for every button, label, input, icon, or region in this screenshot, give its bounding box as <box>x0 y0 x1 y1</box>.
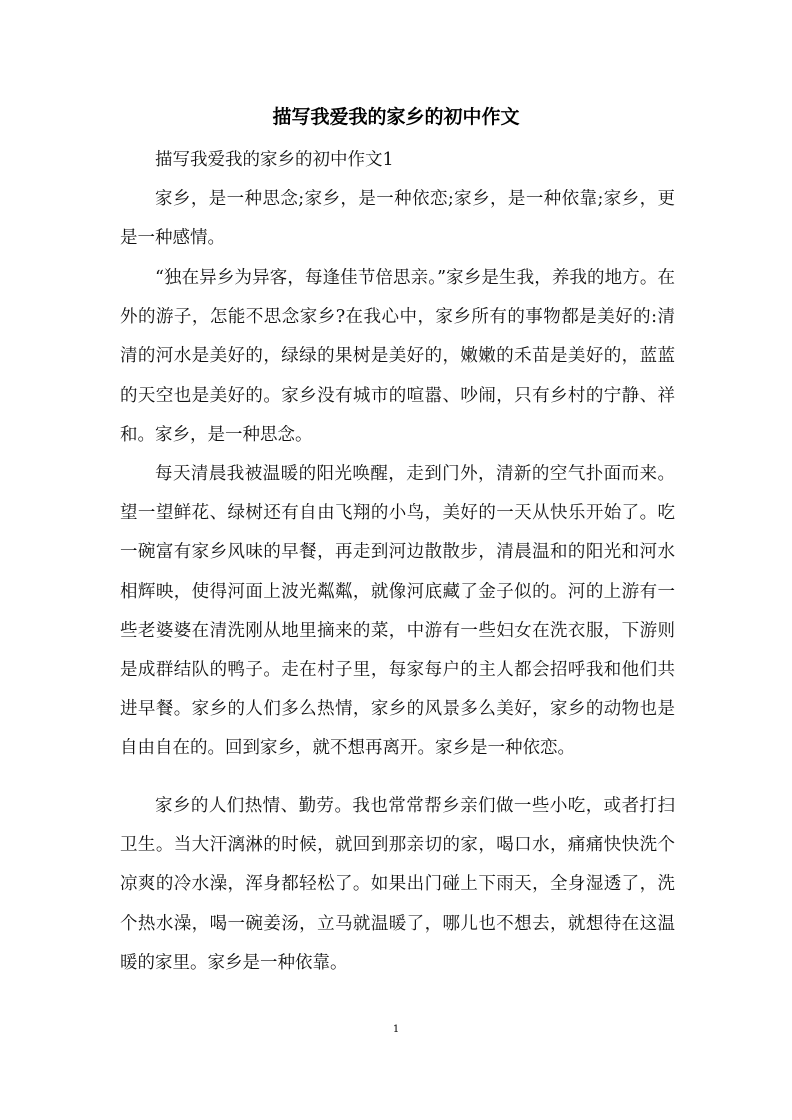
paragraph-2: “独在异乡为异客，每逢佳节倍思亲。”家乡是生我，养我的地方。在外的游子，怎能不思念家乡?在我心中，家乡所有的事物都是美好的:清清的河水是美好的，绿绿的果树是美好的，嫩嫩的禾苗是美好的，蓝蓝的天空也是美好的。家乡没有城市的喧嚣、吵闹，只有乡村的宁静、祥和。家乡，是一种思念。 <box>120 268 675 445</box>
document-title: 描写我爱我的家乡的初中作文 <box>272 106 520 128</box>
essay-subtitle: 描写我爱我的家乡的初中作文1 <box>155 150 394 170</box>
paragraph-1: 家乡，是一种思念;家乡，是一种依恋;家乡，是一种依靠;家乡，更是一种感情。 <box>120 189 675 249</box>
paragraph-4: 家乡的人们热情、勤劳。我也常常帮乡亲们做一些小吃，或者打扫卫生。当大汗漓淋的时候，就回到那亲切的家，喝口水，痛痛快快洗个凉爽的冷水澡，浑身都轻松了。如果出门碰上下雨天，全身湿透了，洗个热水澡，喝一碗姜汤，立马就温暖了，哪儿也不想去，就想待在这温暖的家里。家乡是一种依靠。 <box>120 796 675 973</box>
page-number: 1 <box>392 1024 400 1035</box>
paragraph-3: 每天清晨我被温暖的阳光唤醒，走到门外，清新的空气扑面而来。望一望鲜花、绿树还有自由飞翔的小鸟，美好的一天从快乐开始了。吃一碗富有家乡风味的早餐，再走到河边散散步，清晨温和的阳光和河水相辉映，使得河面上波光粼粼，就像河底藏了金子似的。河的上游有一些老婆婆在清洗刚从地里摘来的菜，中游有一些妇女在洗衣服，下游则是成群结队的鸭子。走在村子里，每家每户的主人都会招呼我和他们共进早餐。家乡的人们多么热情，家乡的风景多么美好，家乡的动物也是自由自在的。回到家乡，就不想再离开。家乡是一种依恋。 <box>120 464 675 759</box>
